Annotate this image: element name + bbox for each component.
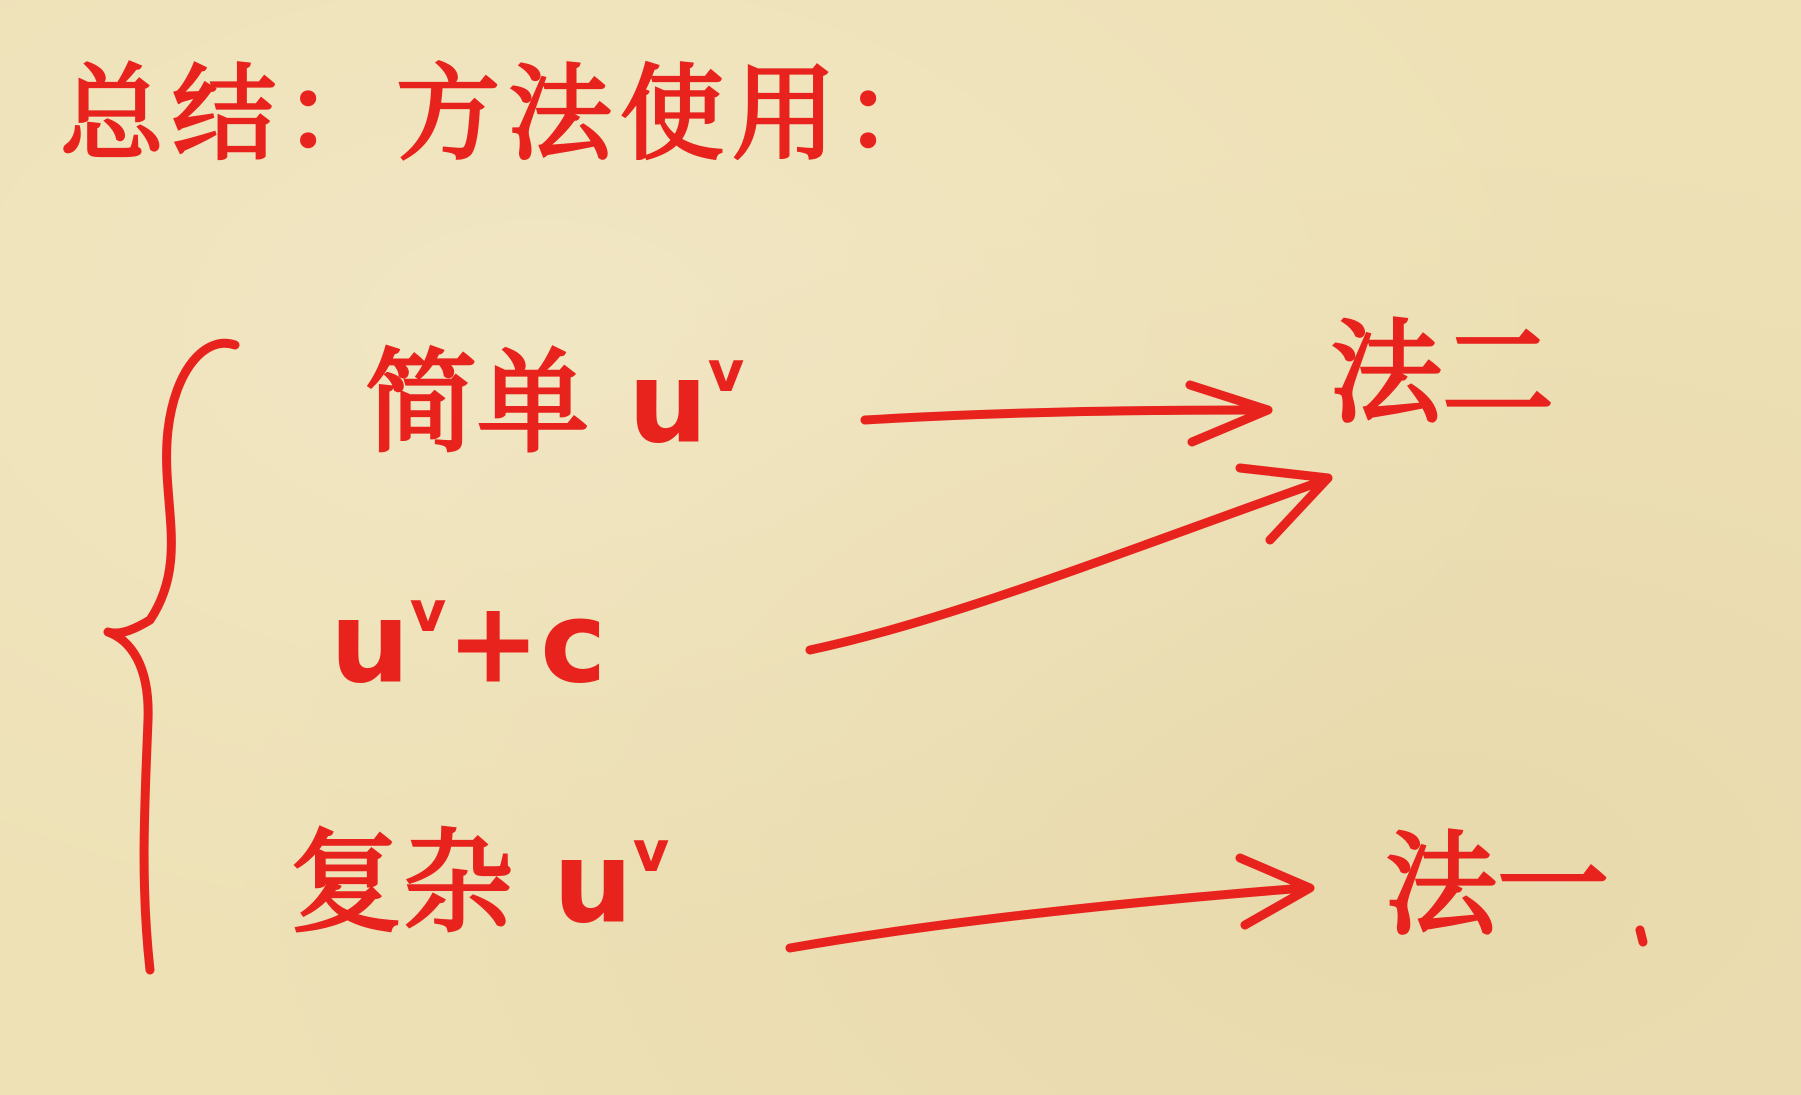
title-summary: 总结：方法使用： xyxy=(60,53,957,175)
case-complex-exponent: v xyxy=(632,820,670,885)
case-complex-label: 复杂 xyxy=(290,818,514,949)
case-simple-base: u xyxy=(628,338,708,469)
case-simple-label: 简单 xyxy=(365,338,589,469)
case-complex-base: u xyxy=(553,818,633,949)
left-brace xyxy=(108,343,235,970)
case-plus-c-base: u xyxy=(330,578,410,709)
result-method-two: 法二 xyxy=(1330,309,1554,439)
case-simple-exponent: v xyxy=(707,340,745,405)
case-plus-c-tail: +c xyxy=(446,578,607,709)
arrow-simple xyxy=(865,410,1265,420)
result-method-one: 法一 xyxy=(1385,821,1609,951)
arrow-complex xyxy=(790,888,1305,948)
case-plus-c-exponent: v xyxy=(409,580,447,645)
arrow-plus-c xyxy=(810,480,1325,650)
trailing-tick xyxy=(1640,930,1643,942)
